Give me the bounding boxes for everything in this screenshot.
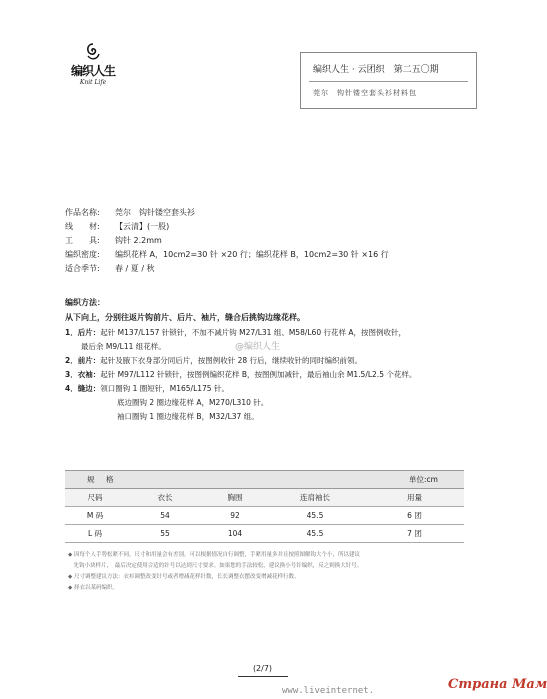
table-cell: M 码 xyxy=(86,511,104,520)
step-text: 袖口圈钩 1 圈边缘花样 B，M32/L37 组。 xyxy=(117,412,259,421)
step-row xyxy=(65,396,416,410)
table-cell: 55 xyxy=(160,529,170,538)
pattern-info xyxy=(65,206,389,276)
logo-text: 编织人生 xyxy=(70,64,115,78)
header-divider xyxy=(309,81,468,82)
column-header: 衣长 xyxy=(157,493,173,502)
info-value: 钩针 2.2mm xyxy=(115,236,162,245)
issue-title: 编织人生 · 云团织 第二五〇期 xyxy=(313,65,439,75)
step-row xyxy=(65,410,416,424)
column-header: 胸围 xyxy=(227,493,243,502)
info-value: 编织花样 A，10cm2=30 针 ×20 行；编织花样 B，10cm2=30 针 ×16 行 xyxy=(115,250,389,259)
note-line: 先钩小块样片， 最后决定使用合适的针号以达到尺寸要求。如果您的手法较松，建议换小号针编织，反之则换大针号。 xyxy=(68,563,363,569)
step-heading: 后片： xyxy=(77,328,101,337)
issue-header-box xyxy=(300,52,477,109)
step-text: 最后余 M9/L11 组花样。 xyxy=(81,342,166,351)
column-header: 用量 xyxy=(407,493,422,502)
step-text: 底边圈钩 2 圈边缘花样 A，M270/L310 针。 xyxy=(117,398,269,407)
step-number: 1． xyxy=(65,328,78,337)
step-number: 3． xyxy=(65,370,78,379)
note-line: ◆ 择衣以某码编织。 xyxy=(68,585,118,591)
method-title: 编织方法： xyxy=(65,298,105,307)
weibo-watermark: @编织人生 xyxy=(235,342,281,352)
step-heading: 前片： xyxy=(77,356,101,365)
info-label: 作品名称: xyxy=(65,208,100,217)
step-text: 起针及腋下衣身部分同后片，按图例收针 28 行后，继续收针的同时编织前领。 xyxy=(100,356,363,365)
info-value: 莞尔 钩针镂空套头衫 xyxy=(115,208,195,217)
notes xyxy=(68,550,362,594)
table-row xyxy=(65,507,464,525)
table-cell: 6 团 xyxy=(407,511,422,520)
step-number: 2． xyxy=(65,356,78,365)
step-text: 起针 M97/L112 针锁针，按图例编织花样 B，按图例加减针，最后袖山余 M1.5/L2.5 个花样。 xyxy=(100,370,417,379)
size-table-unit: 单位:cm xyxy=(409,475,438,484)
info-row xyxy=(65,206,389,220)
step-heading: 缝边： xyxy=(77,384,101,393)
info-label: 工 具: xyxy=(65,236,100,245)
table-header-row xyxy=(65,489,464,507)
logo-subtitle: Knit Life xyxy=(79,79,107,86)
spiral-logo-icon xyxy=(84,42,102,62)
step-heading: 衣袖： xyxy=(77,370,101,379)
info-row xyxy=(65,220,389,234)
step-text: 起针 M137/L157 针锁针，不加不减片钩 M27/L31 组、M58/L60 行花样 A，按图例收针， xyxy=(100,328,406,337)
info-value: 【云清】(一股) xyxy=(115,222,170,231)
method-intro: 从下向上，分别往返片钩前片、后片、袖片，缝合后挑钩边缘花样。 xyxy=(65,313,305,322)
table-cell: 92 xyxy=(230,511,240,520)
table-cell: 7 团 xyxy=(407,529,422,538)
info-label: 适合季节: xyxy=(65,264,100,273)
info-value: 春 / 夏 / 秋 xyxy=(115,264,155,273)
site-stamp: Страна Мам xyxy=(448,677,547,692)
size-table-title: 规 格 xyxy=(87,475,116,484)
table-cell: 45.5 xyxy=(306,511,324,520)
size-table xyxy=(65,470,464,543)
info-row xyxy=(65,248,389,262)
table-cell: 45.5 xyxy=(306,529,324,538)
step-row xyxy=(65,326,416,340)
info-label: 编织密度: xyxy=(65,250,100,259)
step-row xyxy=(65,382,416,396)
info-label: 线 材: xyxy=(65,222,100,231)
note-line: ◆ 因每个人手势松紧不同，尺寸和用量会有差别。可以根据情况自行调整，手紧用量多并且按照图解钩大个小，所以建议 xyxy=(68,552,360,558)
note-line: ◆ 尺寸调整建议方法：衣衫调整改变针号或者增减花样针数，长长调整衣摆改变增减花样行数。 xyxy=(68,574,300,580)
source-url: www.liveinternet. xyxy=(282,686,375,696)
table-cell: 54 xyxy=(160,511,170,520)
step-text: 领口圈钩 1 圈短针，M165/L175 针。 xyxy=(100,384,229,393)
column-header: 连肩袖长 xyxy=(300,493,330,502)
table-cell: L 码 xyxy=(87,529,103,538)
step-row xyxy=(65,354,416,368)
page-number: (2/7) xyxy=(252,664,273,673)
page-number-underline xyxy=(238,676,288,677)
column-header: 尺码 xyxy=(87,493,103,502)
step-number: 4． xyxy=(65,384,78,393)
step-row xyxy=(65,368,416,382)
brand-logo xyxy=(62,42,124,94)
table-row xyxy=(65,525,464,543)
table-cell: 104 xyxy=(227,529,243,538)
size-table-header xyxy=(65,470,464,489)
info-row xyxy=(65,234,389,248)
info-row xyxy=(65,262,389,276)
issue-subtitle: 莞尔 钩针镂空套头衫材料包 xyxy=(313,89,417,97)
